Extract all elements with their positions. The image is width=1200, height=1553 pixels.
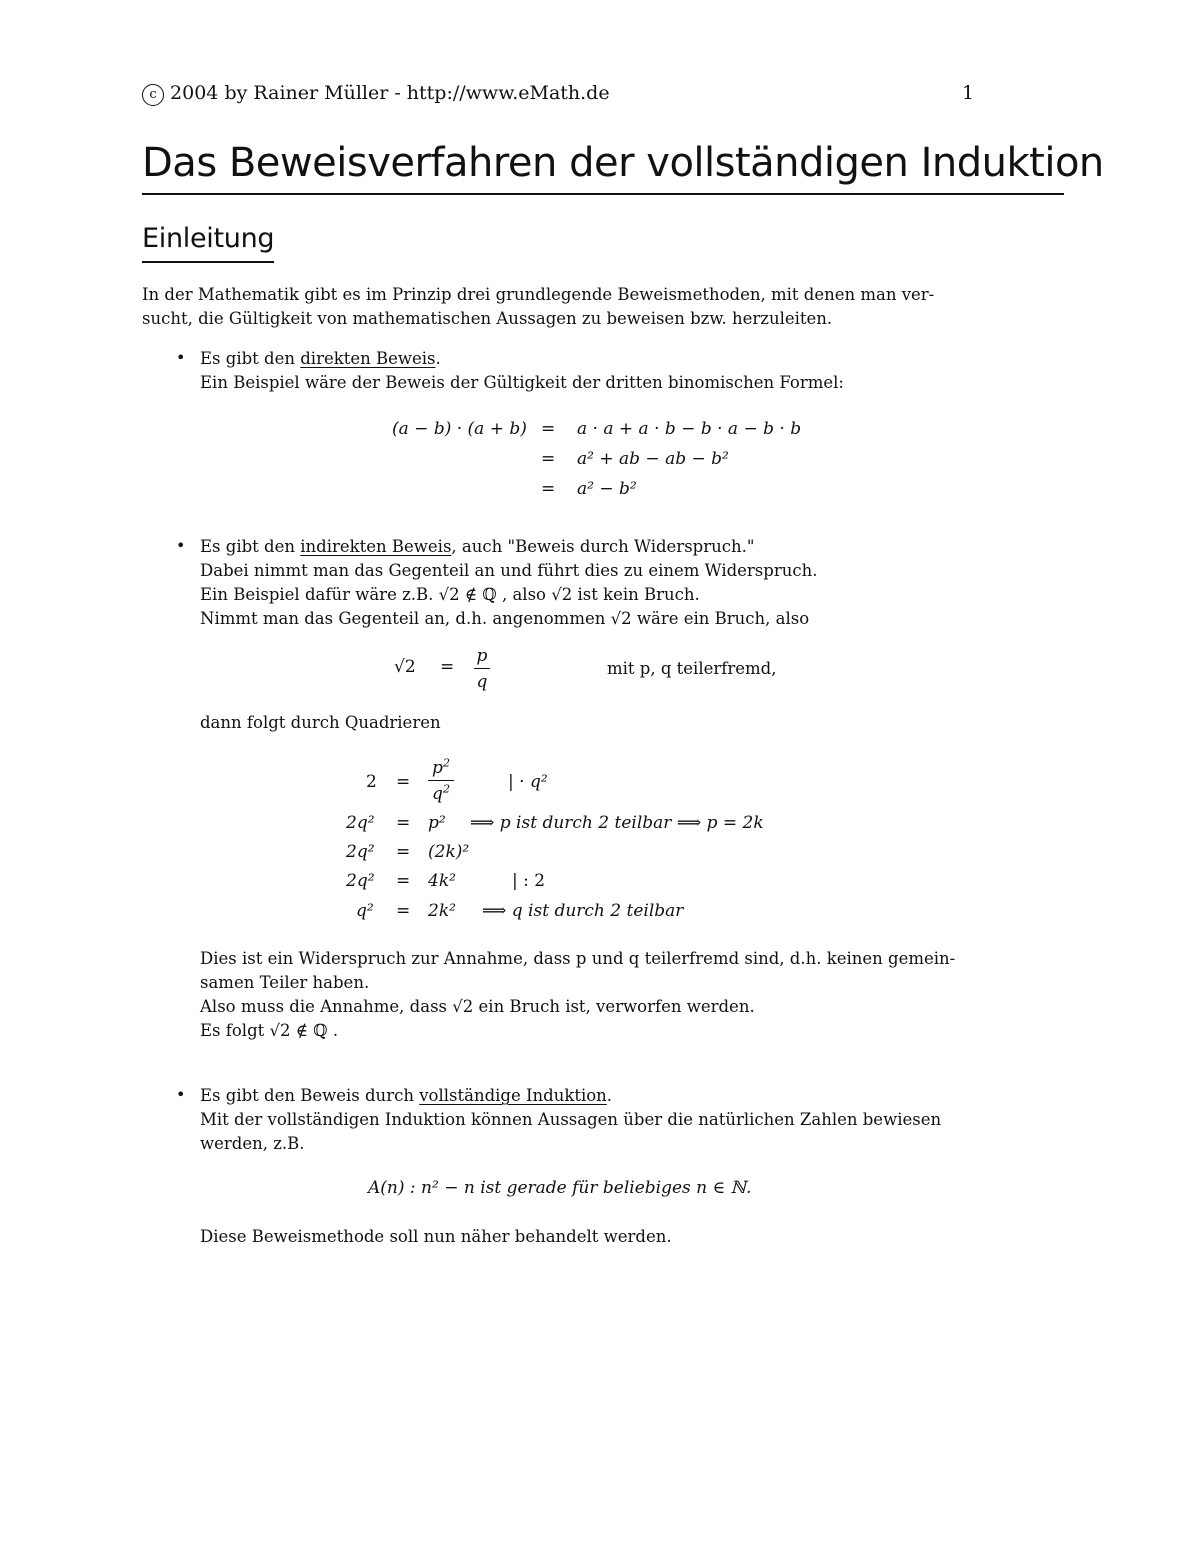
intro-line-2: sucht, die Gültigkeit von mathematischen Aussagen zu beweisen bzw. herzuleiten. <box>142 309 833 328</box>
binom-eq-rhs-2: a² + ab − ab − b² <box>577 449 729 469</box>
page-title: Das Beweisverfahren der vollständigen Induktion <box>142 140 1104 186</box>
item2-line3-c: 2 ist kein Bruch. <box>561 585 700 604</box>
item3-line-2: Mit der vollständigen Induktion können Aussagen über die natürlichen Zahlen bewiesen <box>200 1110 942 1129</box>
section-heading: Einleitung <box>142 223 275 254</box>
step5-rhs: 2k² <box>428 901 456 921</box>
item2-conclusion-2: samen Teiler haben. <box>200 973 370 992</box>
item2-concl4-b: 2 ∉ ℚ . <box>280 1021 339 1040</box>
step2-note: ⟹ p ist durch 2 teilbar ⟹ p = 2k <box>470 813 764 833</box>
frac-eq-lhs: √2 <box>394 657 416 677</box>
item2-term: indirekten Beweis <box>300 537 452 556</box>
section-rule <box>142 261 274 263</box>
binom-eq-lhs: (a − b) · (a + b) <box>392 419 527 439</box>
page-number: 1 <box>962 82 975 104</box>
item1-line-2: Ein Beispiel wäre der Beweis der Gültigkeit der dritten binomischen Formel: <box>200 373 844 392</box>
frac-bar <box>474 668 490 669</box>
frac-p-over-q <box>474 646 490 692</box>
step3-rhs: (2k)² <box>428 842 470 862</box>
item3-line-1 <box>200 1084 612 1108</box>
step2-op: = <box>396 813 411 833</box>
frac-denominator: q <box>476 672 488 692</box>
item1-term: direkten Beweis <box>300 349 436 368</box>
step1-denominator: $q^2$ <box>432 782 450 804</box>
step2-lhs: 2q² <box>346 813 375 833</box>
item2-conclusion-4 <box>200 1019 338 1043</box>
item2-concl3-a: Also muss die Annahme, dass √ <box>200 997 463 1016</box>
step5-op: = <box>396 901 411 921</box>
item2-line4-a: Nimmt man das Gegenteil an, d.h. angenommen √ <box>200 609 622 628</box>
step1-note: | · q² <box>508 772 548 792</box>
binom-eq-rhs-1: a · a + a · b − b · a − b · b <box>577 419 802 439</box>
step5-note: ⟹ q ist durch 2 teilbar <box>482 901 684 921</box>
item2-conclusion-1: Dies ist ein Widerspruch zur Annahme, dass p und q teilerfremd sind, d.h. keinen gemein- <box>200 949 956 968</box>
item1-line-1 <box>200 347 441 371</box>
item2-concl4-a: Es folgt √ <box>200 1021 281 1040</box>
item3-prefix: Es gibt den Beweis durch <box>200 1086 420 1105</box>
item2-concl3-b: 2 ein Bruch ist, verworfen werden. <box>462 997 755 1016</box>
frac-eq-note: mit p, q teilerfremd, <box>607 659 777 678</box>
item3-suffix: . <box>606 1086 613 1105</box>
step3-op: = <box>396 842 411 862</box>
bullet-icon: • <box>176 1085 186 1104</box>
step4-rhs: 4k² <box>428 871 456 891</box>
binom-eq-op-3: = <box>541 479 556 499</box>
binom-eq-op-1: = <box>541 419 556 439</box>
item3-closing: Diese Beweismethode soll nun näher behandelt werden. <box>200 1227 672 1246</box>
step1-lhs: 2 <box>366 772 377 792</box>
copyright-icon: c <box>142 84 164 106</box>
step4-note: | : 2 <box>512 871 546 891</box>
frac-eq-op: = <box>440 657 455 677</box>
copyright-text: 2004 by Rainer Müller - http://www.eMath.de <box>170 82 610 104</box>
step2-rhs: p² <box>428 813 446 833</box>
binom-eq-rhs-3: a² − b² <box>577 479 637 499</box>
step4-lhs: 2q² <box>346 871 375 891</box>
binom-eq-op-2: = <box>541 449 556 469</box>
item3-term: vollständige Induktion <box>419 1086 607 1105</box>
bullet-icon: • <box>176 348 186 367</box>
title-rule <box>142 193 1064 195</box>
item3-line-3: werden, z.B. <box>200 1134 305 1153</box>
item2-line-2: Dabei nimmt man das Gegenteil an und führt dies zu einem Widerspruch. <box>200 561 818 580</box>
item2-suffix: , auch "Beweis durch Widerspruch." <box>451 537 755 556</box>
frac-bar <box>428 780 454 781</box>
item2-line3-a: Ein Beispiel dafür wäre z.B. √ <box>200 585 450 604</box>
item2-line-3 <box>200 583 700 607</box>
step1-fraction <box>428 758 454 804</box>
frac-numerator: p <box>476 646 488 666</box>
item1-prefix: Es gibt den <box>200 349 301 368</box>
step5-lhs: q² <box>356 901 374 921</box>
item2-line-1 <box>200 535 754 559</box>
step3-lhs: 2q² <box>346 842 375 862</box>
item2-conclusion-3 <box>200 995 755 1019</box>
step1-op: = <box>396 772 411 792</box>
item2-then: dann folgt durch Quadrieren <box>200 713 441 732</box>
bullet-icon: • <box>176 536 186 555</box>
step1-numerator: $p^2$ <box>432 756 450 778</box>
induction-formula: A(n) : n² − n ist gerade für beliebiges n ∈ ℕ. <box>368 1178 752 1198</box>
item2-line3-b: 2 ∉ ℚ , also √ <box>449 585 562 604</box>
item2-prefix: Es gibt den <box>200 537 301 556</box>
item2-line4-b: 2 wäre ein Bruch, also <box>621 609 810 628</box>
step4-op: = <box>396 871 411 891</box>
header-copyright <box>142 82 610 106</box>
item2-line-4 <box>200 607 809 631</box>
item1-suffix: . <box>435 349 441 368</box>
intro-line-1: In der Mathematik gibt es im Prinzip drei grundlegende Beweismethoden, mit denen man ver- <box>142 285 935 304</box>
